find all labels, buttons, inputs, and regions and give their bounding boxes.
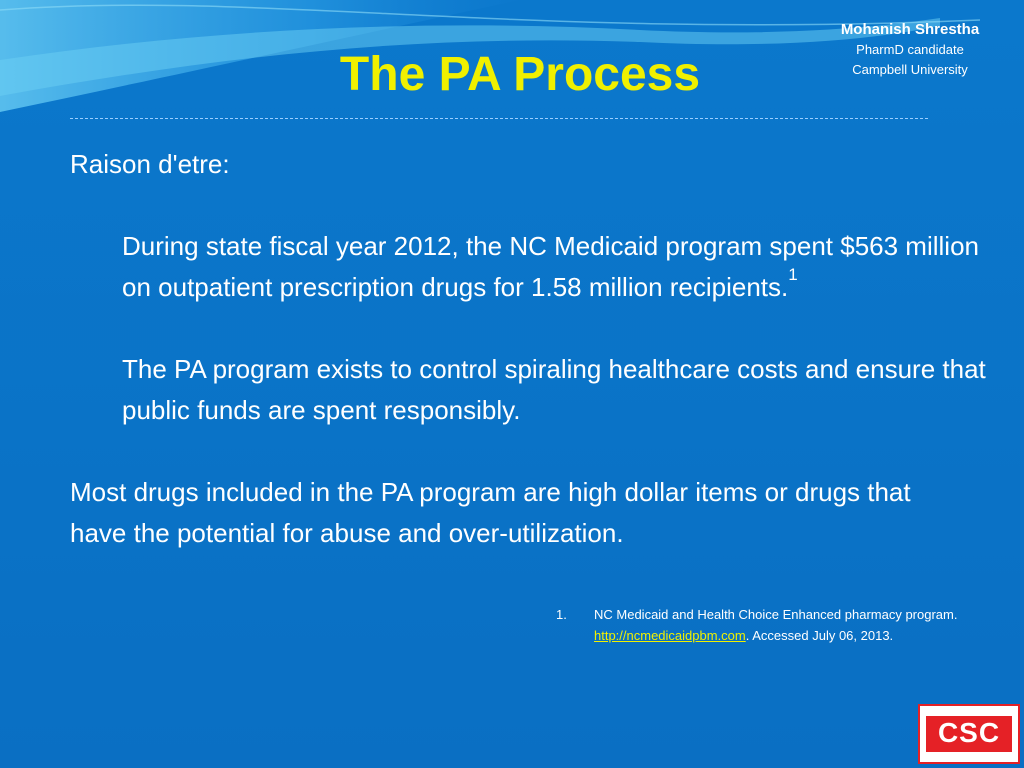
footnote-ref: 1 [788,265,798,284]
title-divider [70,118,928,119]
footnote-text: NC Medicaid and Health Choice Enhanced pharmacy program. [594,607,958,622]
paragraph-spending-text: During state fiscal year 2012, the NC Medicaid program spent $563 million on outpatient prescription drugs for 1.58 million recipients. [122,231,979,302]
footnote-link[interactable]: http://ncmedicaidpbm.com [594,628,746,643]
paragraph-spending [122,226,1012,308]
paragraph-purpose: The PA program exists to control spiraling healthcare costs and ensure that public funds are spent responsibly. [122,354,986,425]
footnote-accessed: . Accessed July 06, 2013. [745,628,894,643]
footnote-text-block [594,604,1004,646]
csc-logo [918,704,1020,764]
author-school: Campbell University [852,62,968,77]
footnote-number: 1. [556,607,567,622]
author-role: PharmD candidate [856,42,964,57]
paragraph-drugs: Most drugs included in the PA program are high dollar items or drugs that have the potential for abuse and over-utilization. [70,477,911,548]
slide-title: The PA Process [339,48,701,101]
csc-logo-text: CSC [926,716,1012,752]
section-heading: Raison d'etre: [70,149,230,179]
author-name: Mohanish Shrestha [840,21,980,38]
